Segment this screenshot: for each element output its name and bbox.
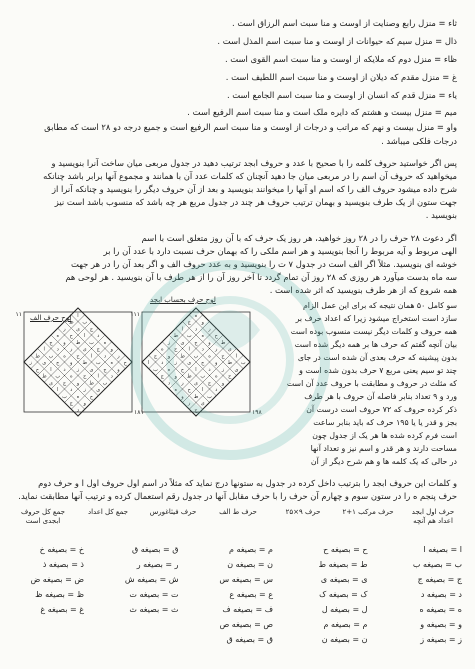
grid-cell-letter: ط xyxy=(41,373,47,380)
table-header-cell: حرف مرکب ۱+۲ xyxy=(342,508,394,516)
figure-label-left: لوح حرف الف xyxy=(30,314,72,322)
grid-cell-letter: ح xyxy=(228,373,232,380)
grid-cell-letter: ح xyxy=(83,373,87,380)
table-cell: ق = بصیغه ق xyxy=(226,635,273,644)
table-header-cell: حرف اول ابجد اعداد هم آنچه xyxy=(411,508,455,525)
grid-cell-letter: و xyxy=(215,360,218,366)
table-header-cell: جمع کل حروف ابجدی است xyxy=(20,508,65,525)
table-column xyxy=(109,544,179,645)
letters-table xyxy=(14,508,462,645)
grid-cell-letter: ی xyxy=(180,339,185,346)
grid-cell-letter: ط xyxy=(227,360,233,366)
grid-cell-letter: ز xyxy=(174,360,177,366)
table-cell: ت = بصیغه ت xyxy=(129,590,179,599)
table-cell: خ = بصیغه خ xyxy=(39,545,84,554)
table-cell: ط = بصیغه ط xyxy=(318,560,368,569)
table-header-cell: حرف فیثاغورس xyxy=(149,508,197,516)
grid-cell-letter: ط xyxy=(180,353,185,360)
grid-cell-letter: و xyxy=(70,360,73,366)
table-header-cell: حرف ط الف xyxy=(219,508,257,516)
table-cell: ظ = بصیغه ظ xyxy=(35,590,84,599)
table-cell: ی = بصیغه ی xyxy=(320,575,368,584)
side-text-line: بجز و قدر یا یا ۱۹۵ حرف که باید بنابر ساعت xyxy=(313,418,457,427)
figure-label-right: لوح حرف بحساب ابجد xyxy=(150,296,216,304)
paragraph-line: همه شروع که از هر طرف بنویسید که اثر شده است . xyxy=(269,285,457,295)
grid-cell-letter: ح xyxy=(187,387,191,393)
table-cell: ش = بصیغه ش xyxy=(124,575,179,584)
table-column xyxy=(298,544,368,645)
paragraph-line: میخواهید که حروف آن اسم را در مربعی میان جا دهید آنچنان که کلمات عدد آن با همانند و مجموع آنها برابر باشد چنانکه xyxy=(43,171,457,181)
grid-cell-letter: ب xyxy=(89,339,94,346)
grid-cell-letter: ه xyxy=(174,387,178,393)
grid-cell-letter: ه xyxy=(167,366,171,373)
grid-cell-letter: ب xyxy=(48,353,54,360)
grid-cell-letter: ج xyxy=(194,339,198,346)
corner-number: ۱۸۱ xyxy=(134,409,144,416)
grid-cell-letter: د xyxy=(103,353,107,360)
grid-cell-letter: ه xyxy=(103,339,107,346)
grid-cell-letter: ا xyxy=(84,333,86,339)
grid-cell-letter: ط xyxy=(75,339,81,346)
grid-cell-letter: ط xyxy=(68,319,74,326)
grid-cell-letter: ه xyxy=(63,353,66,360)
grid-cell-letter: ی xyxy=(82,346,87,353)
grid-cell-letter: د xyxy=(56,346,59,353)
grid-cell-letter: ح xyxy=(221,353,225,360)
table-header-cell: حرف ۹×۲۵ xyxy=(285,508,321,516)
paragraph-line: پس اگر خواستید حروف کلمه را با صحیح با عدد و حروف ابجد ترتیب دهید در جدول مربعی میان ساخت آنرا بنویسید و xyxy=(51,158,457,168)
grid-cell-letter: ج xyxy=(56,360,60,366)
grid-cell-letter: ج xyxy=(69,400,73,407)
table-cell: ه = بصیغه ه xyxy=(419,605,462,614)
grid-cell-letter: ج xyxy=(201,360,205,366)
table-cell: ص = بصیغه ص xyxy=(219,620,273,629)
grid-cell-letter: ز xyxy=(76,366,80,373)
table-cell: م = بصیغه م xyxy=(323,620,368,629)
grid-cell-letter: ج xyxy=(89,326,94,333)
side-text-line: است فرم کرده شده ها هر یک از جدول چون xyxy=(312,431,457,440)
grid-cell-letter: ب xyxy=(62,393,67,400)
grid-cell-letter: ط xyxy=(186,373,192,380)
grid-cell-letter: ز xyxy=(83,387,86,393)
grid-cell-letter: ب xyxy=(82,319,88,326)
grid-cell-letter: و xyxy=(83,400,86,407)
table-cell: ا = بصیغه ا xyxy=(423,545,462,554)
grid-cell-letter: ج xyxy=(160,373,164,380)
table-cell: ق = بصیغه ق xyxy=(132,545,179,554)
grid-cell-letter: د xyxy=(215,387,218,393)
grid-cell-letter: و xyxy=(117,366,120,373)
side-text-line: ذکر کرده حروف که ۷۲ حروف است درست آن xyxy=(306,405,457,414)
paragraph-line: حرف پنجم ه را در ستون سوم و چهارم آن حرف را با حرف مقابل آنها در جدول رقم استعمال کرده و ترتیب آنها مطابقت نماید. xyxy=(18,491,457,501)
grid-cell-letter: ج xyxy=(207,380,212,387)
grid-cell-letter: ج xyxy=(103,366,107,373)
grid-cell-letter: و xyxy=(201,319,204,326)
side-text-line: ورد و ۹ تعداد بنابر فاصله آن حروف با هر طرف xyxy=(304,392,457,401)
grid-cell-letter: ا xyxy=(195,366,197,373)
grid-cell-letter: ب xyxy=(153,366,158,373)
grid-cell-letter: ه xyxy=(110,360,114,366)
grid-cell-letter: ه xyxy=(160,346,164,353)
table-cell: س = بصیغه س xyxy=(219,575,273,584)
side-text-line: بدون پیشینه که حرف بعدی آن شده است در جای xyxy=(297,353,457,362)
grid-cell-letter: ز xyxy=(188,400,191,407)
grid-cell-letter: د xyxy=(97,333,100,339)
grid-cell-letter: ب xyxy=(200,373,206,380)
diamond-grid xyxy=(16,308,144,416)
magic-square-figure xyxy=(10,290,265,420)
paragraph-line: خوشه ای بنویسید. مثلاً اگر الف است در جدول ۷ ت را بنویسید و به عدد حروف الف و اگر بعد آن را در هر جهت xyxy=(71,259,457,269)
paragraph-line: شرح داده میشود حروف الف را که اسم او آنها را میخوانند بنویسید و بعد از آن حروف دیگر را بنویسید و چنانکه آنرا از xyxy=(51,184,457,194)
table-cell: ن = بصیغه ن xyxy=(227,560,273,569)
table-cell: ر = بصیغه ر xyxy=(136,560,179,569)
grid-cell-letter: ط xyxy=(220,339,226,346)
grid-cell-letter: ج xyxy=(49,339,53,346)
grid-cell-letter: ب xyxy=(207,393,212,400)
text-line: ظاء = منزل دوم که ملایکه از اوست و منا سبت اسم القوی است . xyxy=(224,54,457,64)
text-line: میم = منزل بیست و هشتم که دایره ملک است و منا سبت اسم الرفیع است . xyxy=(187,107,457,117)
grid-cell-letter: ی xyxy=(49,380,53,387)
table-column xyxy=(392,544,462,645)
grid-cell-letter: ا xyxy=(235,353,238,360)
side-text-line: بیان آنچه گفتم که حرف ها بر همه دیگر شده است xyxy=(294,340,457,349)
side-text-line: که مثلث در حروف و مطابقت با حروف عدد آن است xyxy=(286,379,457,388)
grid-cell-letter: د xyxy=(167,380,171,387)
grid-cell-letter: ا xyxy=(43,346,45,353)
grid-cell-letter: ی xyxy=(187,360,192,366)
table-cell: ح = بصیغه ح xyxy=(323,545,368,554)
grid-cell-letter: ب xyxy=(102,380,108,387)
table-cell: ض = بصیغه ض xyxy=(30,575,84,584)
diamond-grids xyxy=(10,290,265,420)
paragraph-line: الهی مربوط و آیه مربوط را آنجا بنویسید و هر اسم ملکی را که بهمان حرف نسبت دارد با عدد آن را بر xyxy=(103,246,457,256)
grid-cell-letter: و xyxy=(174,373,177,380)
table-column xyxy=(203,544,273,645)
grid-cell-letter: ز xyxy=(117,353,120,360)
corner-number: ۱۹۸ xyxy=(252,409,262,416)
text-line: ذال = منزل سیم که حیوانات از اوست و منا سبت اسم المذل است . xyxy=(217,36,457,46)
grid-cell-letter: ز xyxy=(63,326,66,333)
text-line: واو = منزل بیست و نهم که مراتب و درجات از اوست و منا سبت اسم الرفیع است و جمیع درجه دو ۲۸ است که مطابق xyxy=(44,122,457,132)
grid-cell-letter: ب xyxy=(193,353,199,360)
table-cell: ث = بصیغه ث xyxy=(129,605,179,614)
grid-cell-letter: ا xyxy=(148,360,150,366)
grid-cell-letter: د xyxy=(110,373,113,380)
table-cell: ذ = بصیغه ذ xyxy=(42,560,84,569)
paragraph-line: اگر دعوت ۲۸ حرف را در ۲۸ روز خواهید، هر روز یک حرف که با آن روز متعلق است با اسم xyxy=(141,233,457,243)
grid-cell-letter: و xyxy=(208,339,211,346)
grid-cell-letter: ح xyxy=(174,346,178,353)
grid-cell-letter: ه xyxy=(214,373,218,380)
table-cell: ج = بصیغه ج xyxy=(417,575,462,584)
grid-cell-letter: ا xyxy=(77,312,79,319)
table-cell: و = بصیغه و xyxy=(420,620,462,629)
paragraph-line: سه ماه بدست میآورد هر روزی که ۲۸ روز آن تمام گردد تا آخر روز آن را از هر طرف با آن بنویسید . هر لوحی هم xyxy=(65,272,457,282)
text-line: ثاء = منزل رابع وصنایت از اوست و منا سبت اسم الرزاق است . xyxy=(232,18,457,28)
grid-cell-letter: و xyxy=(181,393,184,400)
grid-cell-letter: ط xyxy=(193,393,199,400)
text-line: درجات فلکی میباشد . xyxy=(381,136,457,146)
grid-cell-letter: ح xyxy=(35,366,40,373)
side-text-line: سازد است استخراج میشود زیرا که اعداد حرف بر xyxy=(295,314,457,323)
grid-cell-letter: ا xyxy=(202,387,204,393)
grid-cell-letter: ی xyxy=(89,366,94,373)
grid-cell-letter: ز xyxy=(208,326,211,333)
grid-cell-letter: ح xyxy=(76,353,80,360)
grid-cell-letter: ا xyxy=(57,387,59,393)
side-text-line: همه حروف و کلمات دیگر نیست منسوب بوده است xyxy=(290,327,457,336)
table-cell: ف = بصیغه ف xyxy=(222,605,273,614)
table-cell: ب = بصیغه ب xyxy=(412,560,462,569)
grid-cell-letter: ی xyxy=(200,400,205,407)
grid-cell-letter: ج xyxy=(187,319,191,326)
grid-cell-letter: ه xyxy=(76,393,80,400)
table-cell: ز = بصیغه ز xyxy=(420,635,462,644)
grid-cell-letter: ب xyxy=(240,360,246,366)
grid-cell-letter: ی xyxy=(42,360,47,366)
paragraph-line: و کلمات این حروف ابجد را بترتیب داخل کرده در جدول به ستونها درج نماید که مثلاً در اسم اول حروف اول ا و حرف دوم xyxy=(38,478,457,488)
table-cell: م = بصیغه م xyxy=(229,545,273,554)
grid-cell-letter: ج xyxy=(153,353,158,360)
grid-cell-letter: ط xyxy=(82,360,88,366)
grid-cell-letter: ز xyxy=(221,366,225,373)
text-line: غ = منزل مقدم که دیلان از اوست و منا سبت اسم اللطیف است . xyxy=(225,72,457,82)
side-text-line: چند تو سیم یعنی مربع ۷ حرف بدون شده است و xyxy=(299,366,457,375)
grid-cell-letter: د xyxy=(161,360,164,366)
grid-cell-letter: ز xyxy=(29,360,32,366)
grid-cell-letter: د xyxy=(63,366,66,373)
grid-cell-letter: ا xyxy=(188,346,190,353)
text-line: یاء = منزل قدم که انسان از اوست و منا سبت اسم الجامع است . xyxy=(226,90,457,100)
table-header-row xyxy=(14,508,462,526)
grid-cell-letter: ی xyxy=(194,380,198,387)
grid-cell-letter: د xyxy=(208,366,211,373)
grid-cell-letter: ا xyxy=(50,366,52,373)
grid-cell-letter: ح xyxy=(180,366,185,373)
grid-cell-letter: ح xyxy=(214,333,218,339)
corner-number: ۱۱۱ xyxy=(130,311,140,318)
paragraph-line: بنویسید . xyxy=(425,210,457,220)
grid-cell-letter: د xyxy=(70,387,73,393)
corner-number: ۱۱ xyxy=(15,311,22,318)
grid-cell-letter: ه xyxy=(69,373,73,380)
grid-cell-letter: ز xyxy=(215,346,218,353)
grid-cell-letter: ج xyxy=(62,380,67,387)
table-cell: غ = بصیغه غ xyxy=(40,605,84,614)
paragraph-line: جهت ستون از یک طرف بنویسید و بهمان ترتیب حروف هر چند در جدول مربع هر چه باشد که منسوب باشد است نیز xyxy=(54,197,457,207)
table-cell: ل = بصیغه ل xyxy=(321,605,368,614)
grid-cell-letter: ی xyxy=(234,366,239,373)
grid-cell-letter: و xyxy=(76,380,80,387)
grid-cell-letter: ح xyxy=(89,393,94,400)
side-text-line: سو کامل ۵۰ همان نتیجه که برای این عمل الزام xyxy=(302,301,457,310)
table-cell: ک = بصیغه ک xyxy=(319,590,368,599)
grid-cell-letter: ب xyxy=(95,360,101,366)
grid-cell-letter: ز xyxy=(181,380,184,387)
grid-cell-letter: و xyxy=(110,346,113,353)
grid-cell-letter: ز xyxy=(70,346,73,353)
grid-cell-letter: ا xyxy=(90,353,93,360)
grid-cell-letter: ا xyxy=(181,326,184,333)
grid-cell-letter: و xyxy=(167,353,171,360)
grid-cell-letter: ه xyxy=(201,333,205,339)
grid-cell-letter: د xyxy=(201,346,204,353)
grid-cell-letter: ی xyxy=(227,346,232,353)
table-cell: د = بصیغه د xyxy=(420,590,462,599)
grid-cell-letter: ه xyxy=(56,333,60,339)
grid-cell-letter: ی xyxy=(96,387,101,393)
grid-cell-letter: د xyxy=(194,326,198,333)
grid-cell-letter: ب xyxy=(55,373,61,380)
table-header-cell: جمع کل اعداد xyxy=(87,508,129,516)
grid-cell-letter: ح xyxy=(69,333,73,339)
grid-cell-letter: ی xyxy=(76,326,80,333)
grid-cell-letter: ز xyxy=(167,339,171,346)
table-cell: ع = بصیغه ع xyxy=(229,590,273,599)
grid-cell-letter: ه xyxy=(208,353,211,360)
side-text-line: در حالی که یک کلمه ها و هم شرح دیگر از آن xyxy=(310,457,457,466)
table-column xyxy=(14,544,84,645)
diamond-grid xyxy=(130,308,262,416)
table-cell: ن = بصیغه ن xyxy=(321,635,368,644)
table-body xyxy=(14,544,462,645)
grid-cell-letter: ط xyxy=(35,353,40,360)
grid-cell-letter: ا xyxy=(97,373,99,380)
grid-cell-letter: ج xyxy=(96,346,100,353)
side-text-line: مساحت دارند و هر قدر و اسم نیز و تعداد آنها xyxy=(310,444,457,453)
grid-cell-letter: و xyxy=(221,380,225,387)
grid-cell-letter: ح xyxy=(123,360,127,366)
grid-cell-letter: د xyxy=(76,407,80,414)
grid-cell-letter: ح xyxy=(194,407,198,414)
grid-cell-letter: ط xyxy=(89,380,94,387)
grid-cell-letter: و xyxy=(63,339,66,346)
grid-cell-letter: ط xyxy=(173,333,179,339)
grid-cell-letter: ب xyxy=(186,333,192,339)
grid-cell-letter: ه xyxy=(194,312,198,319)
